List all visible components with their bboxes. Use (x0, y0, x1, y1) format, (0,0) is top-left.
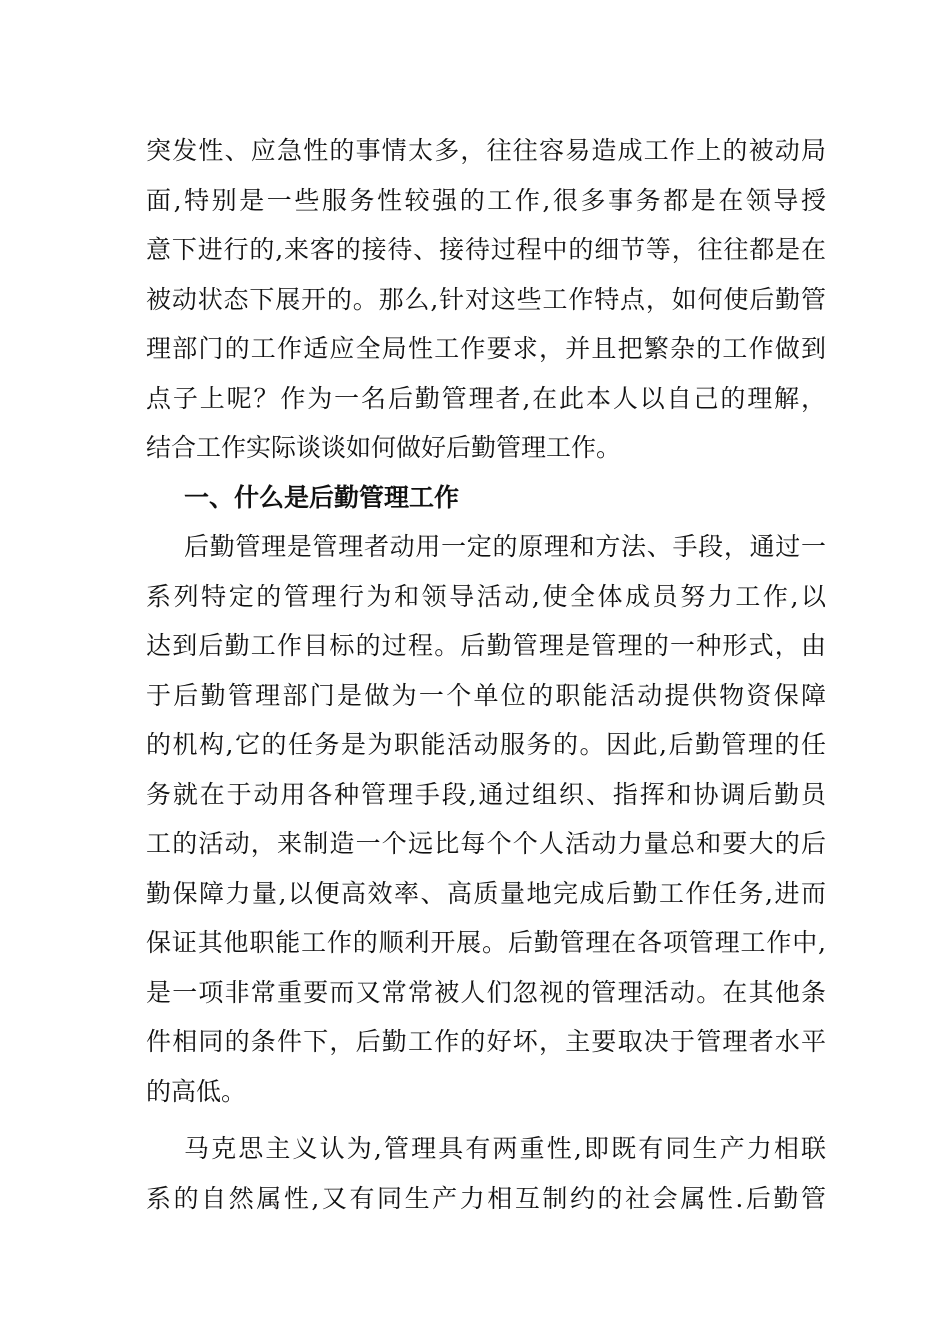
paragraph-marxism (146, 1124, 826, 1223)
paragraph-line: 勤保障力量,以便高效率、高质量地完成后勤工作任务,进而 (146, 878, 826, 908)
paragraph-line: 意下进行的,来客的接待、接待过程中的细节等，往往都是在 (146, 235, 826, 264)
paragraph-definition (146, 522, 826, 1116)
paragraph-line: 达到后勤工作目标的过程。后勤管理是管理的一种形式，由 (146, 631, 826, 660)
paragraph-line: 突发性、应急性的事情太多，往往容易造成工作上的被动局 (146, 136, 826, 165)
paragraph-line: 系列特定的管理行为和领导活动,使全体成员努力工作,以 (146, 581, 826, 611)
paragraph-line: 结合工作实际谈谈如何做好后勤管理工作。 (146, 433, 622, 462)
document-body (146, 126, 826, 1223)
paragraph-line: 于后勤管理部门是做为一个单位的职能活动提供物资保障 (146, 680, 826, 710)
paragraph-intro (146, 126, 826, 473)
paragraph-line: 后勤管理是管理者动用一定的原理和方法、手段，通过一 (184, 532, 826, 561)
paragraph-line: 是一项非常重要而又常常被人们忽视的管理活动。在其他条 (146, 977, 826, 1007)
paragraph-gap (146, 1116, 826, 1124)
paragraph-line: 务就在于动用各种管理手段,通过组织、指挥和协调后勤员 (146, 779, 826, 809)
paragraph-line: 面,特别是一些服务性较强的工作,很多事务都是在领导授 (146, 185, 826, 215)
paragraph-line: 系的自然属性,又有同生产力相互制约的社会属性.后勤管 (146, 1183, 826, 1213)
paragraph-line: 工的活动，来制造一个远比每个个人活动力量总和要大的后 (146, 829, 826, 858)
paragraph-line: 被动状态下展开的。那么,针对这些工作特点，如何使后勤管 (146, 284, 826, 314)
paragraph-line: 的高低。 (146, 1076, 247, 1106)
paragraph-line: 保证其他职能工作的顺利开展。后勤管理在各项管理工作中, (146, 928, 826, 957)
paragraph-line: 的机构,它的任务是为职能活动服务的。因此,后勤管理的任 (146, 730, 826, 759)
paragraph-line: 点子上呢？作为一名后勤管理者,在此本人以自己的理解， (146, 383, 826, 413)
paragraph-line: 件相同的条件下，后勤工作的好坏，主要取决于管理者水平 (146, 1027, 826, 1056)
section-heading: 一、什么是后勤管理工作 (184, 482, 460, 512)
paragraph-line: 理部门的工作适应全局性工作要求，并且把繁杂的工作做到 (146, 334, 826, 363)
paragraph-line: 马克思主义认为,管理具有两重性,即既有同生产力相联 (184, 1134, 826, 1163)
